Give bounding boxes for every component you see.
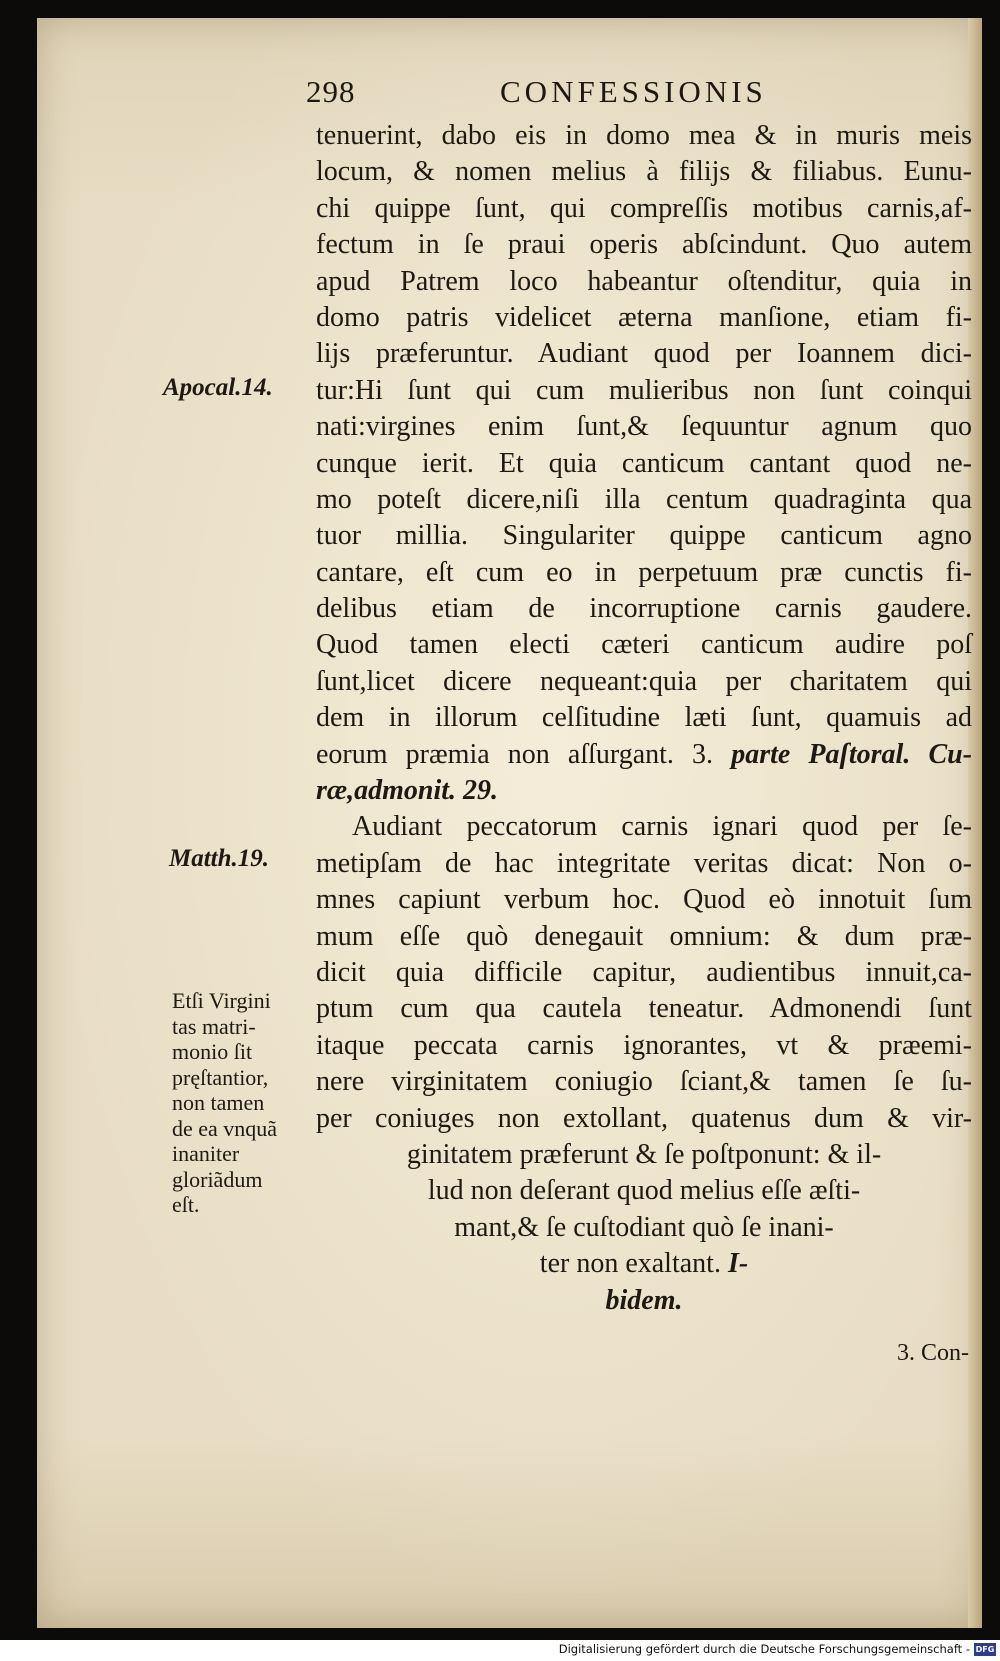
text-line: Quod tamen electi cæteri canticum audire poſ — [316, 629, 972, 661]
marginal-note-line: pręſtantior, — [172, 1064, 269, 1090]
funding-credit: Digitalisierung gefördert durch die Deutsche Forschungsgemeinschaft - — [558, 1642, 970, 1656]
text-line — [316, 773, 972, 809]
text-line: ſunt,licet dicere nequeant:quia per charitatem qui — [316, 665, 972, 697]
text-line: cantare, eſt cum eo in perpetuum præ cunctis fi- — [316, 556, 972, 588]
text-line: per coniuges non extollant, quatenus dum & vir- — [316, 1102, 972, 1134]
catchword: 3. Con- — [897, 1340, 969, 1366]
marginal-note-line: non tamen — [172, 1090, 265, 1115]
text-line: dem in illorum celſitudine læti ſunt, quamuis ad — [316, 702, 972, 734]
text-line: cunque ierit. Et quia canticum cantant quod ne- — [316, 447, 972, 479]
text-line: tenuerint, dabo eis in domo mea & in muris meis — [316, 120, 972, 151]
text-line: mant,& ſe cuſtodiant quò ſe inani- — [454, 1211, 834, 1243]
text-line: domo patris videlicet æterna manſione, etiam fi- — [316, 301, 972, 333]
text-line — [316, 1283, 972, 1319]
text-line: chi quippe ſunt, qui compreſſis motibus carnis,af- — [316, 192, 972, 224]
text-line: fectum in ſe praui operis abſcindunt. Quo autem — [316, 229, 972, 261]
text-line: delibus etiam de incorruptione carnis gaudere. — [316, 593, 972, 625]
text-line: ginitatem præferunt & ſe poſtponunt: & il- — [406, 1138, 882, 1170]
text-line: lud non deſerant quod melius eſſe æſti- — [427, 1175, 861, 1207]
marginal-note-line: Etſi Virgini — [172, 988, 271, 1013]
text-line: dicit quia difficile capitur, audientibus innuit,ca- — [316, 956, 972, 988]
main-text-block — [316, 118, 972, 1319]
marginal-note — [172, 988, 277, 1218]
text-line: nere virginitatem coniugio ſciant,& tamen ſe ſu- — [316, 1066, 972, 1098]
text-line — [316, 1246, 972, 1282]
page-header — [0, 74, 1000, 114]
marginal-note-line: monio ſit — [172, 1039, 253, 1064]
marginal-note-line: de ea vnquã — [172, 1115, 278, 1141]
text-line: tur:Hi ſunt qui cum mulieribus non ſunt coinqui — [316, 374, 972, 406]
text-line: mum eſſe quò denegauit omnium: & dum præ- — [316, 920, 972, 952]
text-span: eorum præmia non aſſurgant. 3. — [316, 738, 714, 770]
text-line: lijs præferuntur. Audiant quod per Ioannem dici- — [316, 338, 972, 370]
marginal-reference-apocalypse: Apocal.14. — [163, 374, 273, 401]
text-line: nati:virgines enim ſunt,& ſequuntur agnum quo — [316, 411, 972, 443]
text-line: metipſam de hac integritate veritas dicat: Non o- — [316, 847, 972, 879]
text-line — [316, 737, 972, 773]
text-line: apud Patrem loco habeantur oſtenditur, quia in — [316, 265, 972, 297]
text-line: locum, & nomen melius à filijs & filiabus. Eunu- — [316, 156, 972, 188]
text-line: tuor millia. Singulariter quippe canticum agno — [316, 520, 972, 552]
paragraph-first-line: Audiant peccatorum carnis ignari quod per ſe- — [352, 811, 972, 843]
source-citation: I- — [727, 1248, 749, 1280]
marginal-note-line: inaniter — [172, 1141, 240, 1166]
text-span: ter non exaltant. — [539, 1248, 721, 1280]
running-title: CONFESSIONIS — [500, 74, 767, 109]
dfg-logo: DFG — [975, 1645, 995, 1654]
digitization-footer — [0, 1640, 1000, 1661]
marginal-note-line: eſt. — [172, 1192, 200, 1217]
source-citation: parte Paſtoral. Cu- — [731, 738, 973, 770]
text-line: mo poteſt dicere,niſi illa centum quadraginta qua — [316, 483, 972, 515]
text-line: mnes capiunt verbum hoc. Quod eò innotuit ſum — [316, 884, 972, 916]
marginal-note-line: tas matri- — [172, 1013, 256, 1039]
page-number: 298 — [306, 74, 356, 109]
tapered-ending — [316, 1137, 972, 1319]
marginal-note-line: gloriãdum — [172, 1166, 263, 1192]
text-line: itaque peccata carnis ignorantes, vt & præemi- — [316, 1029, 972, 1061]
source-citation: ræ,admonit. 29. — [316, 775, 499, 807]
text-line: ptum cum qua cautela teneatur. Admonendi ſunt — [316, 993, 972, 1025]
marginal-reference-matthew: Matth.19. — [169, 845, 270, 872]
source-citation: bidem. — [605, 1284, 683, 1316]
